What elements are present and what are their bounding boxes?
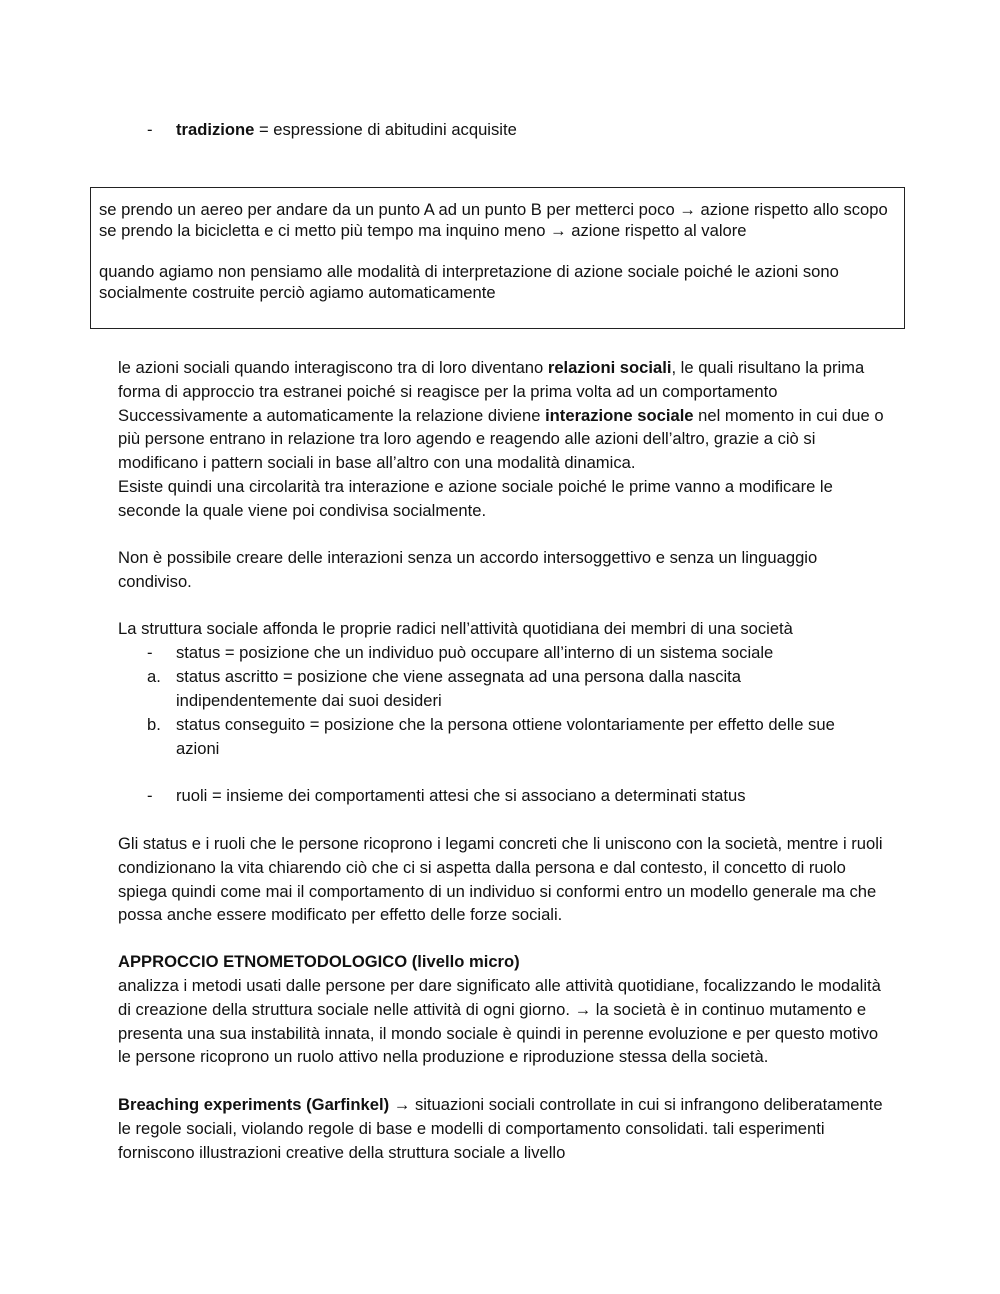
term-breaching: Breaching experiments (Garfinkel) [118, 1095, 390, 1114]
list-text: ruoli = insieme dei comportamenti attesi che si associano a determinati status [176, 786, 746, 805]
list-marker: - [147, 643, 153, 662]
paragraph-circolarita: Esiste quindi una circolarità tra interazione e azione sociale poiché le prime vanno a modificare le seconde la quale viene poi condivisa socialmente. [118, 476, 833, 520]
paragraph-status-ruoli: Gli status e i ruoli che le persone ricoprono i legami concreti che li uniscono con la società, mentre i ruoli condizionano la vita chiarendo ciò che ci si aspetta dalla persona e dal contesto, il concetto di ruolo spiega quindi come mai il comportamento di un individuo si conformi entro un modello generale ma che possa anche essere modificato per effetto delle forze sociali. [118, 834, 883, 925]
paragraph-relazioni: le azioni sociali quando interagiscono tra di loro diventano relazioni sociali, le quali risultano la prima forma di approccio tra estranei poiché si reagisce per la prima volta ad un comportamento Successivamente a automaticamente la relazione diviene interazione sociale nel momento in cui due o più persone entrano in relazione tra loro agendo e reagendo alle azioni dell’altro, grazie a ciò si modificano i pattern sociali in base all’altro con una modalità dinamica. Esiste quindi una circolarità tra interazione e azione sociale poiché le prime vanno a modificare le seconde la quale viene poi condivisa socialmente. [118, 356, 893, 523]
definition-text: = espressione di abitudini acquisite [254, 120, 517, 139]
term-relazioni-sociali: relazioni sociali [547, 358, 672, 377]
example-box [90, 187, 905, 329]
paragraph-accordo: Non è possibile creare delle interazioni senza un accordo intersoggettivo e senza un linguaggio condiviso. [118, 548, 818, 591]
paragraph-struttura: La struttura sociale affonda le proprie radici nell’attività quotidiana dei membri di una società [118, 619, 793, 638]
paragraph-etnometodologico: analizza i metodi usati dalle persone per dare significato alle attività quotidiane, focalizzando le modalità di creazione della struttura sociale nelle attività di ogni giorno. → la società è in continuo mutamento e presenta una sua instabilità innata, il mondo sociale è quindi in perenne evoluzione e per questo motivo le persone ricoprono un ruolo attivo nella produzione e riproduzione stessa della società. [118, 976, 881, 1067]
paragraph-breaching: Breaching experiments (Garfinkel) → situazioni sociali controllate in cui si infrangono deliberatamente le regole sociali, violando regole di base e modelli di comportamento consolidati. tali esperimenti forniscono illustrazioni creative della struttura sociale a livello [118, 1095, 883, 1162]
list-marker: - [147, 120, 153, 139]
list-marker: a. [147, 667, 161, 686]
box-line-2: se prendo la bicicletta e ci metto più tempo ma inquino meno → azione rispetto al valore [99, 220, 747, 240]
box-line-3: quando agiamo non pensiamo alle modalità di interpretazione di azione sociale poiché le azioni sono socialmente costruite perciò agiamo automaticamente [99, 262, 839, 302]
list-text: status conseguito = posizione che la persona ottiene volontariamente per effetto delle sue azioni [176, 715, 835, 758]
term-tradizione: tradizione [176, 120, 255, 139]
list-marker: b. [147, 715, 161, 734]
section-heading: APPROCCIO ETNOMETODOLOGICO (livello micro) [118, 952, 520, 971]
list-text: status ascritto = posizione che viene assegnata ad una persona dalla nascita indipendentemente dai suoi desideri [176, 667, 742, 710]
list-text: status = posizione che un individuo può occupare all’interno di un sistema sociale [176, 643, 774, 662]
term-interazione-sociale: interazione sociale [545, 405, 694, 425]
list-marker: - [147, 786, 153, 805]
box-line-1: se prendo un aereo per andare da un punto A ad un punto B per metterci poco → azione rispetto allo scopo [99, 200, 888, 219]
